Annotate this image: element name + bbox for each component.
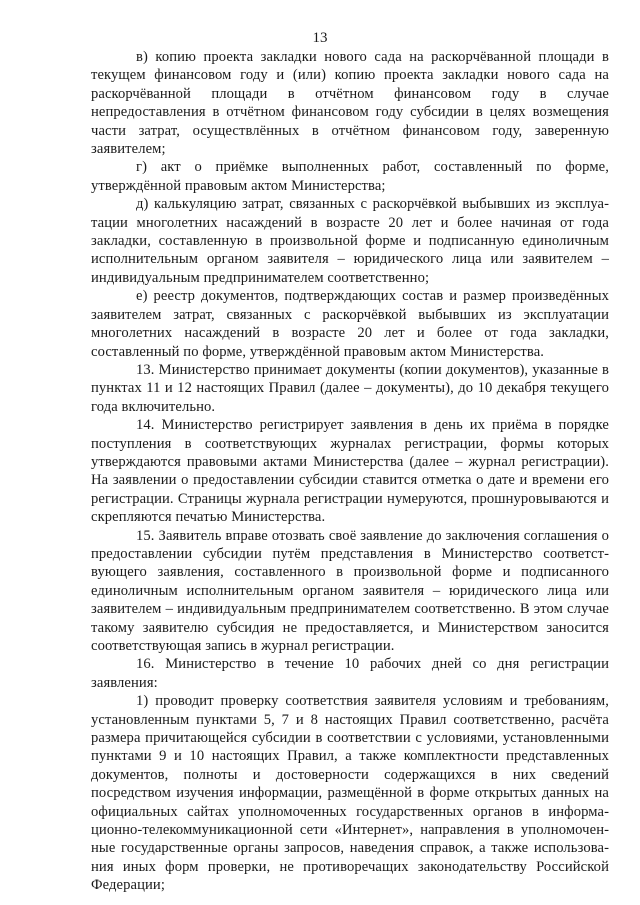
paragraph-item-d: д) калькуляцию затрат, связанных с раскорчёвкой выбывших из эксплуатации многолетних насаждений в возрасте 20 лет и более начиная от года закладки, составленную в произвольной форме и подписанную единоличным исполнительным органом заявителя – юридического лица или заявителем – индивидуальным предпринимателем соответственно; [91,196,609,286]
paragraph-clause-13: 13. Министерство принимает документы (копии документов), указанные в пунктах 11 и 12 настоящих Правил (далее – документы), до 10 декабря текущего года включительно. [91,361,609,415]
paragraph-item-g: г) акт о приёмке выполненных работ, составленный по форме, утверждённой правовым актом Министерства; [91,159,609,194]
paragraph-item-e: е) реестр документов, подтверждающих состав и размер произведённых заявителем затрат, связанных с раскорчёвкой выбывших из эксплуатации многолетних насаждений в возрасте 20 лет и более от года закладки, составленный по форме, утверждённой правовым актом Министерства. [91,288,609,360]
paragraph-clause-15: 15. Заявитель вправе отозвать своё заявление до заключения соглашения о предоставлении субсидии путём представления в Министерство соответствующего заявления, составленного в произвольной форме и подписанного единоличным исполнительным органом заявителя – юридического лица или заявителем – индивидуальным предпринимателем соответственно. В этом случае такому заявителю субсидия не предоставляется, и Министерством заносится соответствующая запись в журнал регистрации. [91,527,609,654]
paragraph-clause-16: 16. Министерство в течение 10 рабочих дней со дня регистрации заявления: [91,656,609,691]
paragraph-item-v: в) копию проекта закладки нового сада на раскорчёванной площади в текущем финансовом году и (или) копию проекта закладки нового сада на раскорчёванной площади в отчётном финансовом году в случае непредоставления в отчётном финансовом году субсидии в целях возмещения части затрат, осуществлённых в отчётном финансовом году, заверенную заявителем; [91,49,609,158]
page-number: 13 [312,30,328,46]
paragraph-clause-14: 14. Министерство регистрирует заявления в день их приёма в порядке поступления в соответствующих журналах регистрации, формы которых утверждаются правовыми актами Министерства (далее – журнал регистрации). На заявлении о предоставлении субсидии ставится отметка о дате и времени его регистрации. Страницы журнала регистрации нумеруются, прошнуровываются и скрепляются печатью Министерства. [91,417,609,526]
paragraph-clause-16-item-1: 1) проводит проверку соответствия заявителя условиям и требованиям, установленным пунктами 5, 7 и 8 настоящих Правил соответственно, расчёта размера причитающейся субсидии в соответствии с условиями, установленными пунктами 9 и 10 настоящих Правил, а также комплектности представленных документов, полноты и достоверности содержащихся в них сведений посредством изучения информации, размещённой в форме открытых данных на официальных сайтах уполномоченных государственных органов в информационно-телекоммуникационной сети «Интернет», направления в уполномоченные государственные органы запросов, наведения справок, а также использования иных форм проверки, не противоречащих законодательству Российской Федерации; [91,693,609,894]
document-body [91,48,609,895]
